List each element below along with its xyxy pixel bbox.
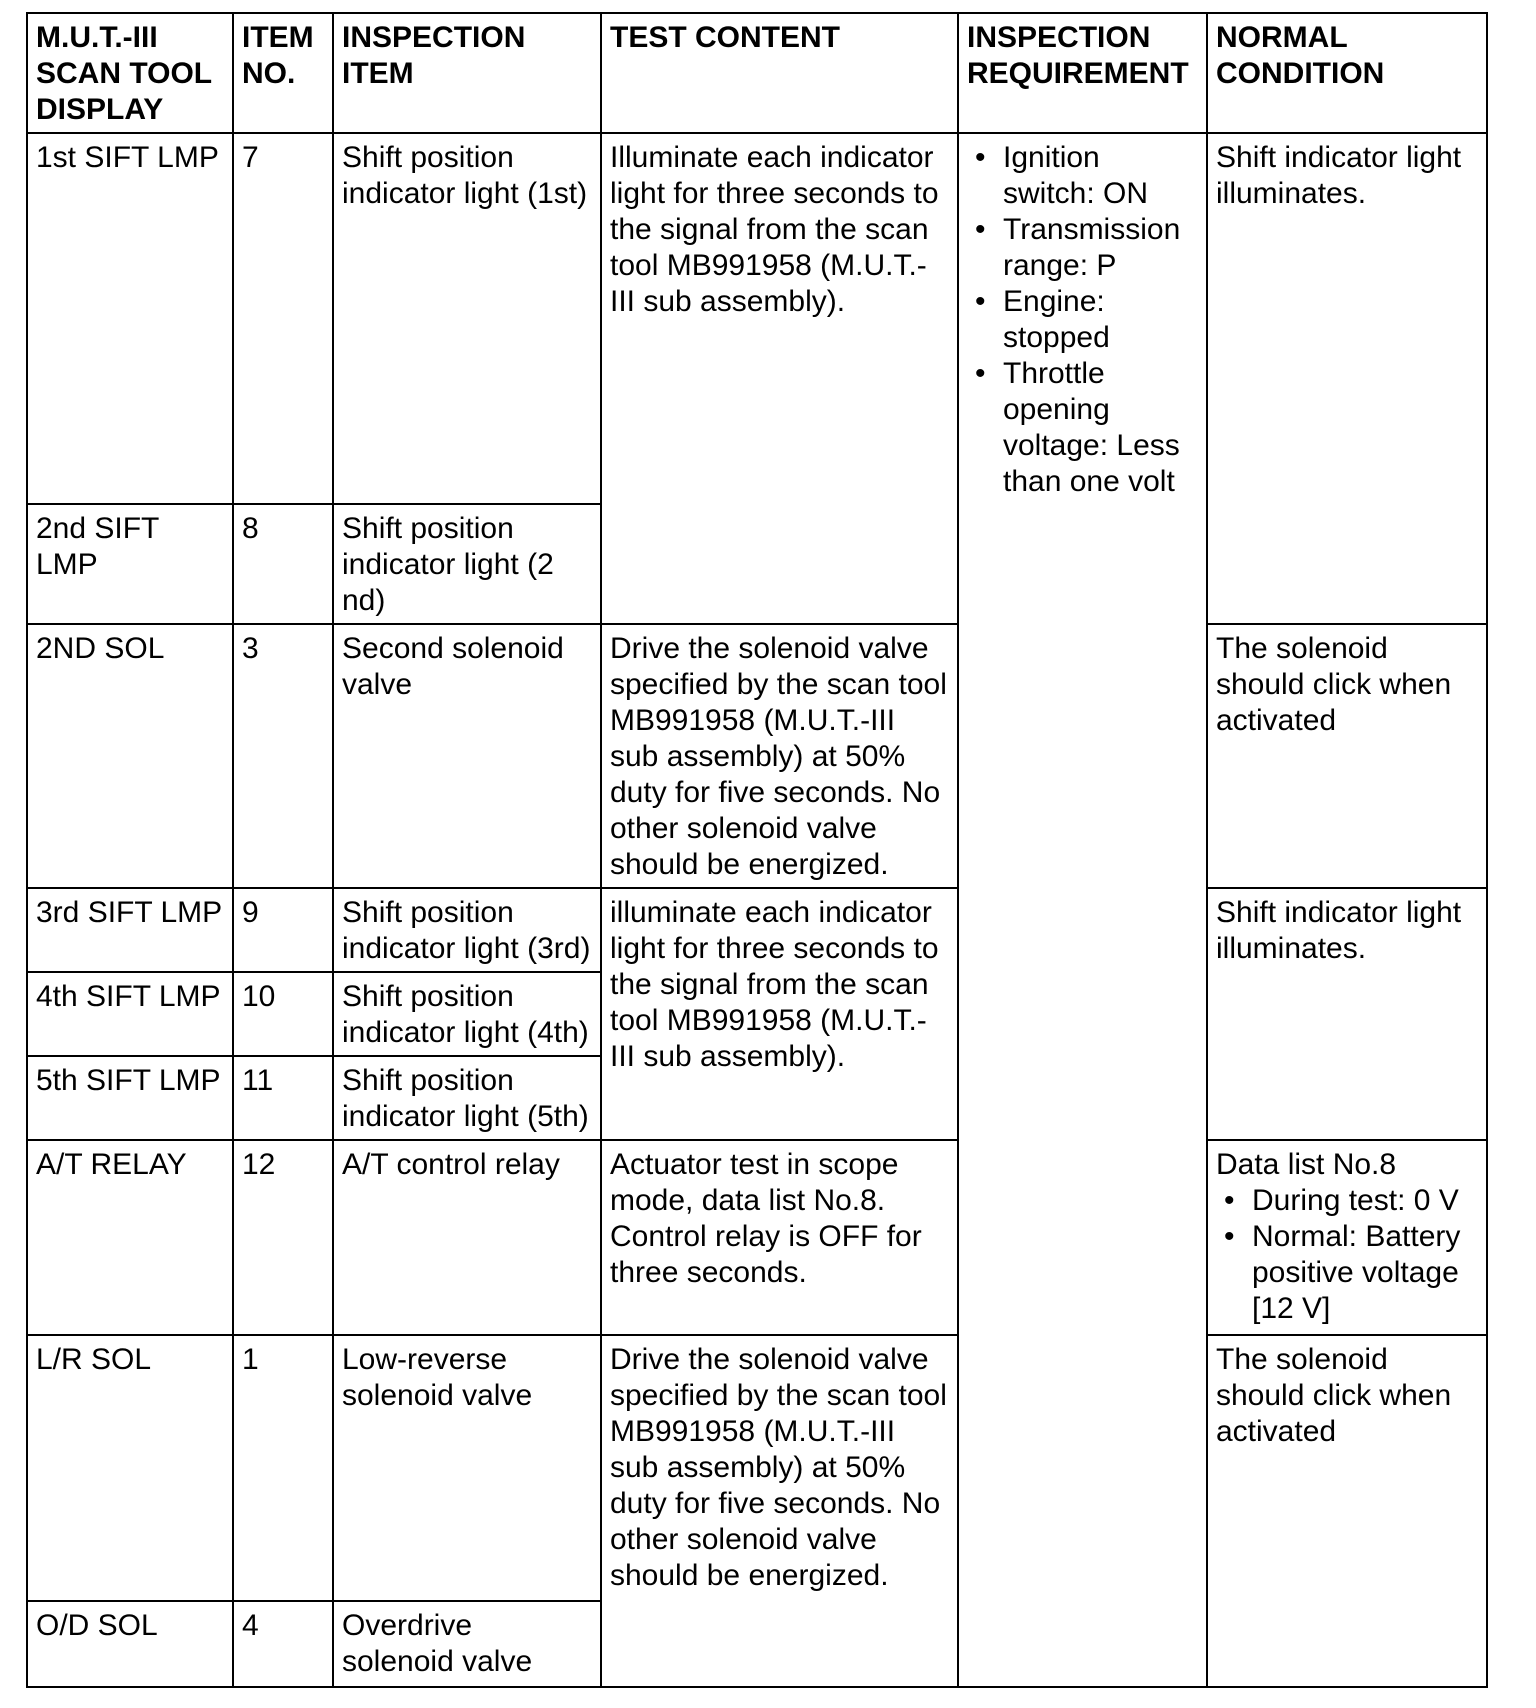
cell-item-no: 11	[233, 1056, 333, 1140]
relay-condition-item: • Normal: Battery positive voltage [12 V]	[1216, 1219, 1478, 1327]
header-row	[27, 13, 1487, 133]
cell-display: 2nd SIFT LMP	[27, 504, 233, 624]
cell-test-content-2nd-sol: Drive the solenoid valve specified by the scan tool MB991958 (M.U.T.-III sub assembly) at 50% duty for five seconds. No other solenoid valve should be energized.	[601, 624, 958, 888]
header-inspection-item: INSPECTION ITEM	[333, 13, 601, 133]
cell-inspection-requirement	[958, 133, 1207, 1687]
header-normal-condition: NORMAL CONDITION	[1207, 13, 1487, 133]
cell-item-no: 9	[233, 888, 333, 972]
cell-inspection-item: A/T control relay	[333, 1140, 601, 1334]
cell-inspection-item: Second solenoid valve	[333, 624, 601, 888]
cell-test-content-relay: Actuator test in scope mode, data list No.8. Control relay is OFF for three seconds.	[601, 1140, 958, 1334]
cell-inspection-item: Shift position indicator light (4th)	[333, 972, 601, 1056]
cell-inspection-item: Shift position indicator light (5th)	[333, 1056, 601, 1140]
requirement-item: • Engine: stopped	[967, 284, 1198, 356]
requirement-item: • Ignition switch: ON	[967, 140, 1198, 212]
cell-inspection-item: Shift position indicator light (2 nd)	[333, 504, 601, 624]
cell-normal-condition-lamps-3-5: Shift indicator light illuminates.	[1207, 888, 1487, 1140]
relay-condition-intro: Data list No.8	[1216, 1148, 1397, 1182]
cell-inspection-item: Low-reverse solenoid valve	[333, 1335, 601, 1601]
cell-normal-condition-2nd-sol: The solenoid should click when activated	[1207, 624, 1487, 888]
cell-test-content-lamps-3-5: illuminate each indicator light for three seconds to the signal from the scan tool MB991958 (M.U.T.-III sub assembly).	[601, 888, 958, 1140]
relay-condition-list	[1216, 1183, 1478, 1327]
inspection-table-container	[26, 12, 1486, 1688]
cell-display: 3rd SIFT LMP	[27, 888, 233, 972]
cell-item-no: 12	[233, 1140, 333, 1334]
cell-item-no: 3	[233, 624, 333, 888]
cell-display: 1st SIFT LMP	[27, 133, 233, 503]
cell-inspection-item: Shift position indicator light (3rd)	[333, 888, 601, 972]
requirement-list	[967, 140, 1198, 500]
cell-test-content-lr-od-sol: Drive the solenoid valve specified by the scan tool MB991958 (M.U.T.-III sub assembly) at 50% duty for five seconds. No other solenoid valve should be energized.	[601, 1335, 958, 1687]
header-item-no: ITEM NO.	[233, 13, 333, 133]
cell-item-no: 8	[233, 504, 333, 624]
cell-item-no: 7	[233, 133, 333, 503]
cell-display: 2ND SOL	[27, 624, 233, 888]
table-row	[27, 1140, 1487, 1334]
relay-condition-item: • During test: 0 V	[1216, 1183, 1478, 1219]
table-row	[27, 1335, 1487, 1601]
cell-item-no: 10	[233, 972, 333, 1056]
cell-inspection-item: Shift position indicator light (1st)	[333, 133, 601, 503]
cell-display: O/D SOL	[27, 1601, 233, 1687]
actuator-test-table	[26, 12, 1488, 1688]
cell-normal-condition-lr-od-sol: The solenoid should click when activated	[1207, 1335, 1487, 1687]
header-display: M.U.T.-III SCAN TOOL DISPLAY	[27, 13, 233, 133]
cell-display: L/R SOL	[27, 1335, 233, 1601]
cell-normal-condition-relay	[1207, 1140, 1487, 1334]
cell-item-no: 1	[233, 1335, 333, 1601]
table-row	[27, 133, 1487, 503]
table-row	[27, 624, 1487, 888]
cell-display: 4th SIFT LMP	[27, 972, 233, 1056]
cell-test-content-lamps-1-2: Illuminate each indicator light for three seconds to the signal from the scan tool MB991958 (M.U.T.-III sub assembly).	[601, 133, 958, 624]
cell-item-no: 4	[233, 1601, 333, 1687]
header-inspection-requirement: INSPECTION REQUIREMENT	[958, 13, 1207, 133]
table-row	[27, 888, 1487, 972]
cell-normal-condition-lamps-1-2: Shift indicator light illuminates.	[1207, 133, 1487, 624]
cell-display: A/T RELAY	[27, 1140, 233, 1334]
cell-inspection-item: Overdrive solenoid valve	[333, 1601, 601, 1687]
cell-display: 5th SIFT LMP	[27, 1056, 233, 1140]
requirement-item: • Transmission range: P	[967, 212, 1198, 284]
header-test-content: TEST CONTENT	[601, 13, 958, 133]
requirement-item: • Throttle opening voltage: Less than one volt	[967, 356, 1198, 500]
